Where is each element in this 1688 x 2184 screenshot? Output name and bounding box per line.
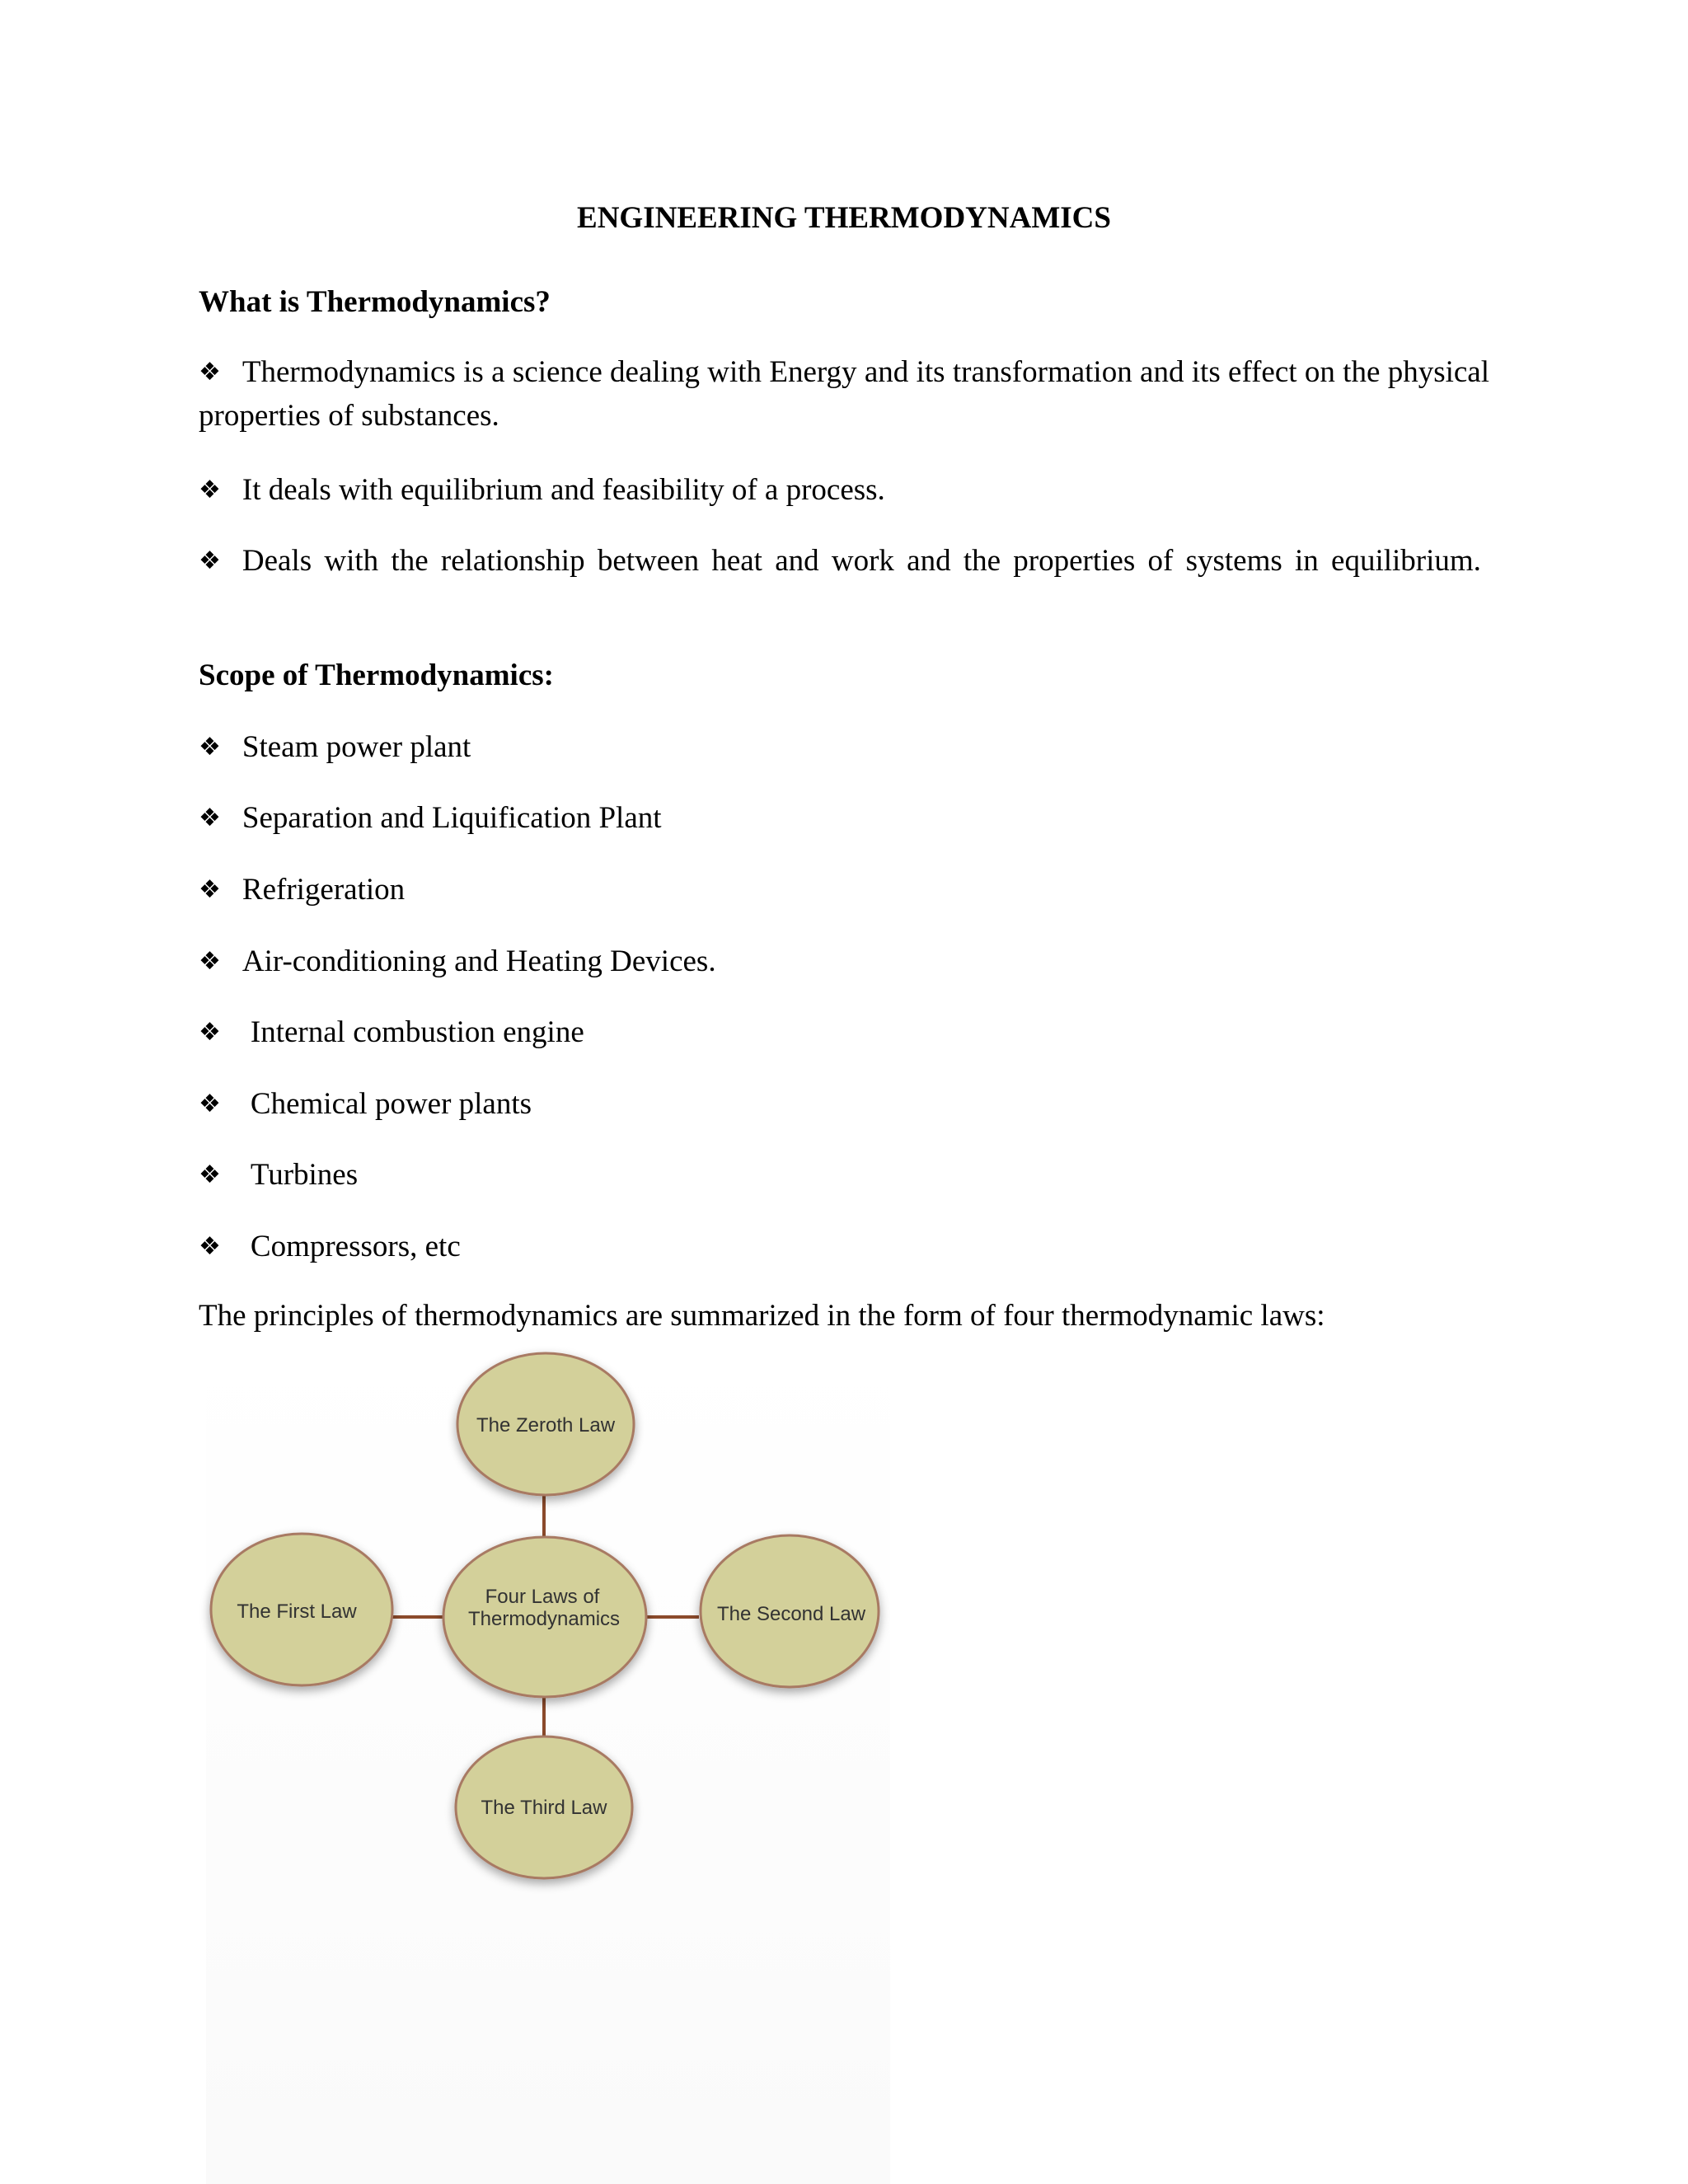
node-label-center-line2: Thermodynamics xyxy=(467,1608,621,1630)
node-label-center-line1: Four Laws of xyxy=(485,1586,600,1608)
scope-item-text: Separation and Liquification Plant xyxy=(241,801,662,835)
scope-item-text: Air-conditioning and Heating Devices. xyxy=(241,944,716,978)
scope-item-text: Refrigeration xyxy=(241,873,406,907)
scope-item-text: Chemical power plants xyxy=(250,1087,532,1121)
scope-item-text: Steam power plant xyxy=(241,730,471,764)
bullet-text: Deals with the relationship between heat and work and the properties of systems in equilibrium. xyxy=(241,544,1481,578)
node-label-third: The Third Law xyxy=(481,1797,607,1819)
diamond-bullet-icon: ❖ xyxy=(199,1018,221,1047)
diamond-bullet-icon: ❖ xyxy=(199,733,221,762)
bullet-text: It deals with equilibrium and feasibility of a process. xyxy=(241,473,885,507)
node-center xyxy=(443,1537,646,1697)
scope-item-text: Turbines xyxy=(250,1158,359,1192)
section-heading-what-is: What is Thermodynamics? xyxy=(199,285,551,319)
node-zeroth-law xyxy=(457,1353,634,1495)
node-second-law xyxy=(701,1535,879,1687)
page-title: ENGINEERING THERMODYNAMICS xyxy=(577,201,1111,235)
diamond-bullet-icon: ❖ xyxy=(199,947,221,976)
diamond-bullet-icon: ❖ xyxy=(199,804,221,832)
node-label-second: The Second Law xyxy=(716,1603,866,1625)
summary-sentence: The principles of thermodynamics are summarized in the form of four thermodynamic laws: xyxy=(199,1299,1325,1333)
scope-item-text: Compressors, etc xyxy=(250,1230,461,1263)
diamond-bullet-icon: ❖ xyxy=(199,546,221,575)
diamond-bullet-icon: ❖ xyxy=(199,476,221,504)
scope-item-text: Internal combustion engine xyxy=(250,1015,584,1049)
diamond-bullet-icon: ❖ xyxy=(199,875,221,904)
diamond-bullet-icon: ❖ xyxy=(199,1232,221,1261)
diamond-bullet-icon: ❖ xyxy=(199,358,221,387)
section-heading-scope: Scope of Thermodynamics: xyxy=(199,658,554,692)
diamond-bullet-icon: ❖ xyxy=(199,1160,221,1189)
node-label-first: The First Law xyxy=(237,1601,357,1623)
node-label-zeroth: The Zeroth Law xyxy=(476,1414,616,1436)
node-third-law xyxy=(456,1736,632,1878)
diamond-bullet-icon: ❖ xyxy=(199,1090,221,1118)
node-first-law xyxy=(211,1534,392,1685)
bullet-text: Thermodynamics is a science dealing with Energy and its transformation and its effect on the physical properties of substances. xyxy=(199,355,1489,433)
